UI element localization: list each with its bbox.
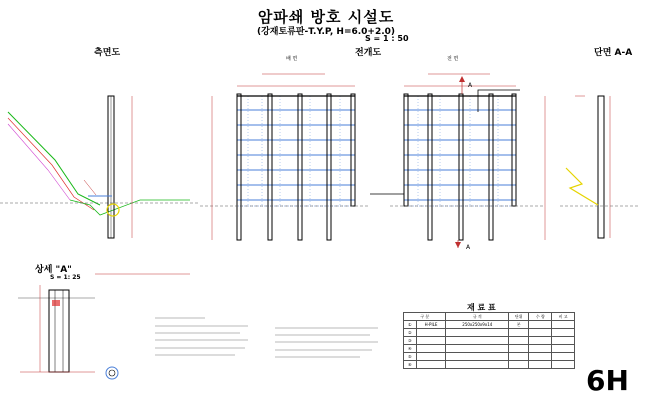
table-row: [404, 337, 575, 345]
table-cell: ④: [404, 345, 417, 353]
table-cell: [446, 329, 509, 337]
elevation-front-drawing: [370, 74, 545, 248]
detail-label: 상세 "A": [35, 265, 72, 275]
section-aa-drawing: [560, 96, 640, 238]
table-cell: 250x250x9x14: [446, 321, 509, 329]
table-row: [404, 353, 575, 361]
table-row: [404, 321, 575, 329]
table-cell: 본: [509, 321, 529, 329]
table-cell: H-PILE: [416, 321, 446, 329]
side-view-label: 측면도: [94, 48, 121, 58]
table-cell: [529, 361, 552, 369]
table-cell: [509, 353, 529, 361]
slope-line-magenta: [8, 124, 70, 200]
table-row: [404, 361, 575, 369]
table-row: [404, 345, 575, 353]
table-cell: [416, 361, 446, 369]
table-cell: [446, 345, 509, 353]
table-cell: [416, 329, 446, 337]
table-cell: [552, 321, 575, 329]
table-cell: ②: [404, 329, 417, 337]
table-cell: ⑤: [404, 353, 417, 361]
header-cell: 구 분: [404, 313, 446, 321]
table-row: [404, 329, 575, 337]
table-cell: [416, 345, 446, 353]
table-cell: [552, 345, 575, 353]
table-cell: [529, 321, 552, 329]
elevation-label: 전개도: [355, 48, 382, 58]
header-cell: 단위: [509, 313, 529, 321]
slope-line: [8, 112, 100, 205]
table-cell: [416, 337, 446, 345]
header-cell: 비 고: [552, 313, 575, 321]
section-marker-top: A: [468, 82, 473, 89]
table-cell: [446, 353, 509, 361]
table-cell: [529, 353, 552, 361]
table-cell: [509, 329, 529, 337]
table-cell: [552, 337, 575, 345]
sheet-badge: 6H: [586, 364, 629, 397]
header-cell: 규 격: [446, 313, 509, 321]
table-cell: [509, 337, 529, 345]
slope-line-red: [8, 118, 94, 210]
table-cell: [529, 345, 552, 353]
header-cell: 수 량: [529, 313, 552, 321]
materials-table-title: 재 료 표: [467, 303, 496, 312]
table-cell: [509, 345, 529, 353]
section-marker-bottom: A: [466, 244, 471, 251]
materials-table: [403, 312, 575, 369]
table-cell: ③: [404, 337, 417, 345]
table-cell: [552, 329, 575, 337]
drawing-scale: S = 1 : 50: [365, 34, 409, 43]
drawing-subtitle: (강재토류판-T.Y.P, H=6.0+2.0): [256, 27, 396, 37]
side-view-drawing: [0, 96, 200, 238]
table-cell: ①: [404, 321, 417, 329]
section-label: 단면 A-A: [594, 48, 633, 58]
table-cell: [552, 353, 575, 361]
table-cell: [446, 361, 509, 369]
table-cell: [529, 337, 552, 345]
detail-a-drawing: [18, 274, 190, 379]
elevation-back-tag: 배 면: [286, 56, 298, 62]
table-cell: [446, 337, 509, 345]
elevation-back-drawing: [200, 74, 370, 240]
table-cell: [529, 329, 552, 337]
table-cell: [552, 361, 575, 369]
table-header-row: [404, 313, 575, 321]
detail-scale: S = 1: 25: [50, 274, 81, 281]
drawing-title: 암파쇄 방호 시설도: [257, 8, 395, 26]
notes-block: [155, 318, 378, 357]
table-cell: ⑥: [404, 361, 417, 369]
table-cell: [416, 353, 446, 361]
rock-impact-line: [566, 168, 598, 205]
table-cell: [509, 361, 529, 369]
elevation-front-tag: 전 면: [447, 56, 459, 62]
